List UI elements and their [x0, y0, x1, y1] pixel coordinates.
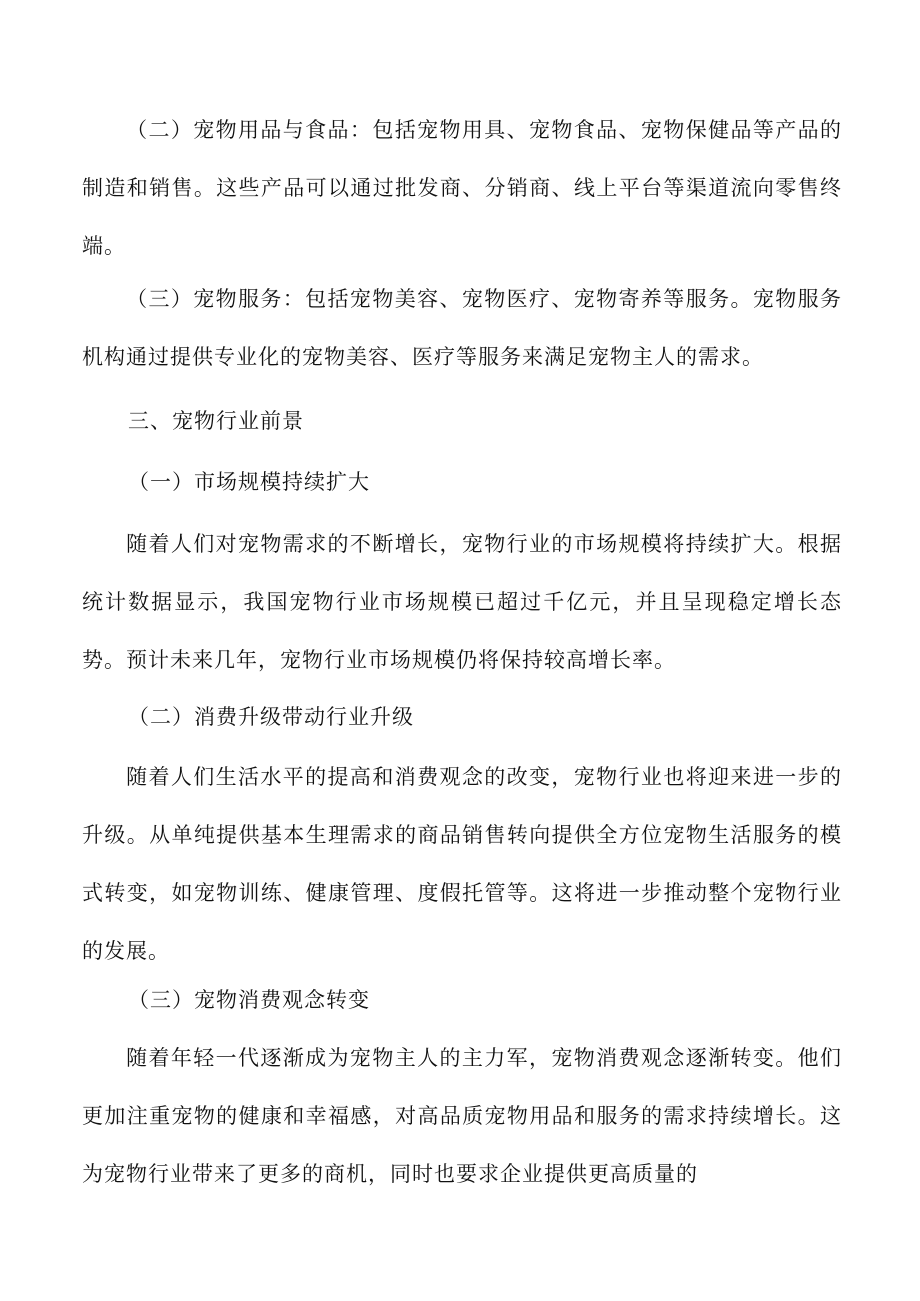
paragraph-pet-products: （二）宠物用品与食品：包括宠物用具、宠物食品、宠物保健品等产品的制造和销售。这些产品可以通过批发商、分销商、线上平台等渠道流向零售终端。 — [82, 118, 842, 258]
subheading-market-size: （一）市场规模持续扩大 — [128, 470, 370, 494]
paragraph-consumption-upgrade: 随着人们生活水平的提高和消费观念的改变，宠物行业也将迎来进一步的升级。从单纯提供基本生理需求的商品销售转向提供全方位宠物生活服务的模式转变，如宠物训练、健康管理、度假托管等。这将进一步推动整个宠物行业的发展。 — [82, 765, 842, 963]
subheading-consumption-upgrade: （二）消费升级带动行业升级 — [128, 705, 414, 729]
subheading-consumption-concept: （三）宠物消费观念转变 — [128, 988, 370, 1012]
paragraph-pet-services: （三）宠物服务：包括宠物美容、宠物医疗、宠物寄养等服务。宠物服务机构通过提供专业化的宠物美容、医疗等服务来满足宠物主人的需求。 — [82, 287, 842, 369]
section-heading-industry-outlook: 三、宠物行业前景 — [128, 409, 304, 433]
paragraph-consumption-concept: 随着年轻一代逐渐成为宠物主人的主力军，宠物消费观念逐渐转变。他们更加注重宠物的健康和幸福感，对高品质宠物用品和服务的需求持续增长。这为宠物行业带来了更多的商机，同时也要求企业提供更高质量的 — [82, 1046, 842, 1186]
paragraph-market-size: 随着人们对宠物需求的不断增长，宠物行业的市场规模将持续扩大。根据统计数据显示，我国宠物行业市场规模已超过千亿元，并且呈现稳定增长态势。预计未来几年，宠物行业市场规模仍将保持较高增长率。 — [82, 532, 842, 672]
